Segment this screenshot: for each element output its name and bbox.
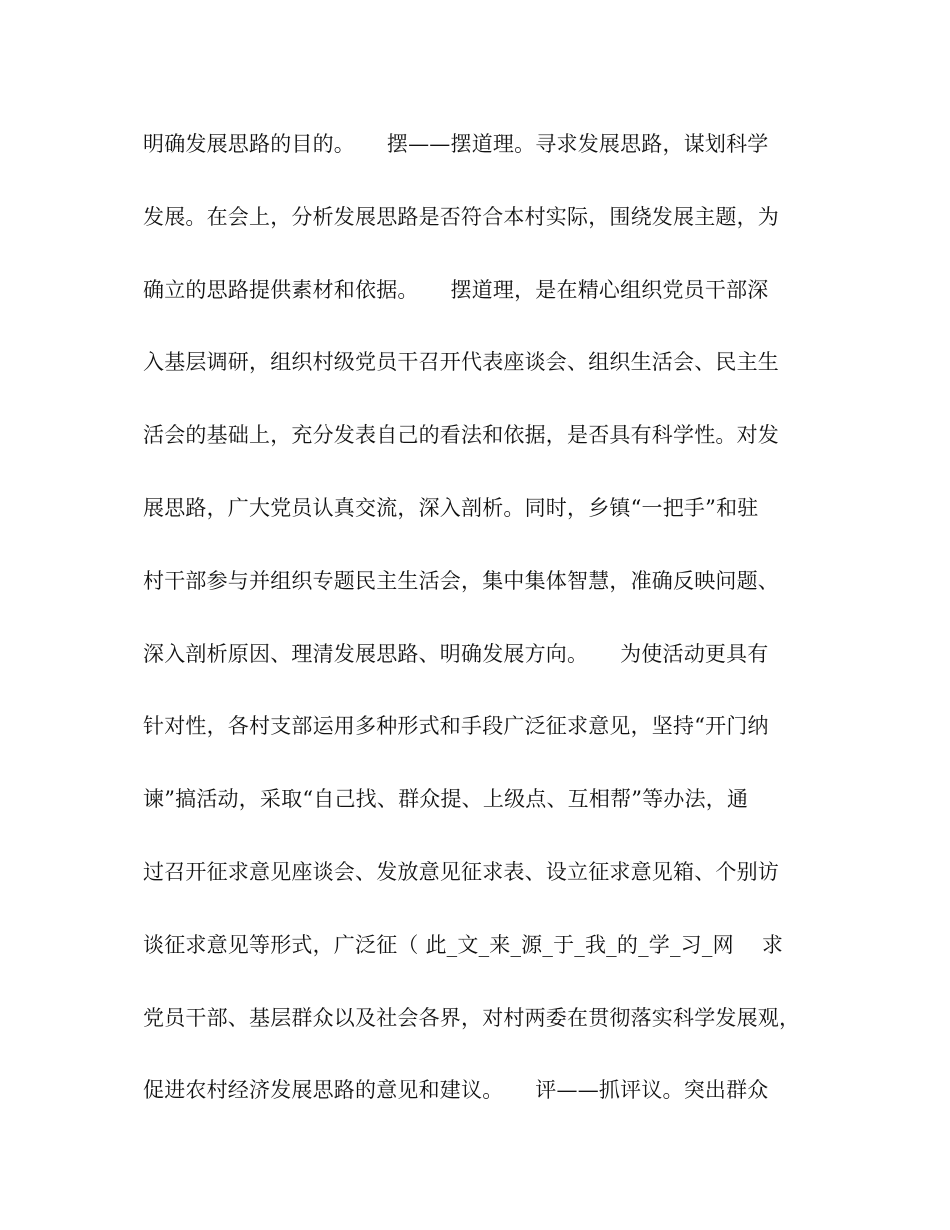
text-line: 入基层调研，组织村级党员干召开代表座谈会、组织生活会、民主生	[143, 350, 779, 375]
text-line: 促进农村经济发展思路的意见和建议。 评——抓评议。突出群众	[143, 1078, 769, 1103]
text-line: 发展。在会上，分析发展思路是否符合本村实际，围绕发展主题，为	[143, 204, 779, 229]
text-line: 村干部参与并组织专题民主生活会，集中集体智慧，准确反映问题、	[143, 568, 779, 593]
body-text	[143, 124, 813, 1143]
text-line: 明确发展思路的目的。 摆——摆道理。寻求发展思路，谋划科学	[143, 132, 769, 156]
text-line: 过召开征求意见座谈会、发放意见征求表、设立征求意见箱、个别访	[143, 859, 779, 884]
text-line: 展思路，广大党员认真交流，深入剖析。同时，乡镇“一把手”和驻	[143, 495, 759, 520]
text-line: 深入剖析原因、理清发展思路、明确发展方向。 为使活动更具有	[143, 641, 769, 666]
text-line: 党员干部、基层群众以及社会各界，对村两委在贯彻落实科学发展观，	[143, 1005, 801, 1030]
text-line: 针对性，各村支部运用多种形式和手段广泛征求意见，坚持“开门纳	[143, 714, 769, 739]
text-line: 活会的基础上，充分发表自己的看法和依据，是否具有科学性。对发	[143, 423, 779, 448]
text-line: 谈征求意见等形式，广泛征（ 此_文_来_源_于_我_的_学_习_网 求	[143, 932, 784, 957]
text-line: 确立的思路提供素材和依据。 摆道理，是在精心组织党员干部深	[143, 277, 769, 302]
text-line: 谏”搞活动，采取“自己找、群众提、上级点、互相帮”等办法，通	[143, 787, 749, 812]
